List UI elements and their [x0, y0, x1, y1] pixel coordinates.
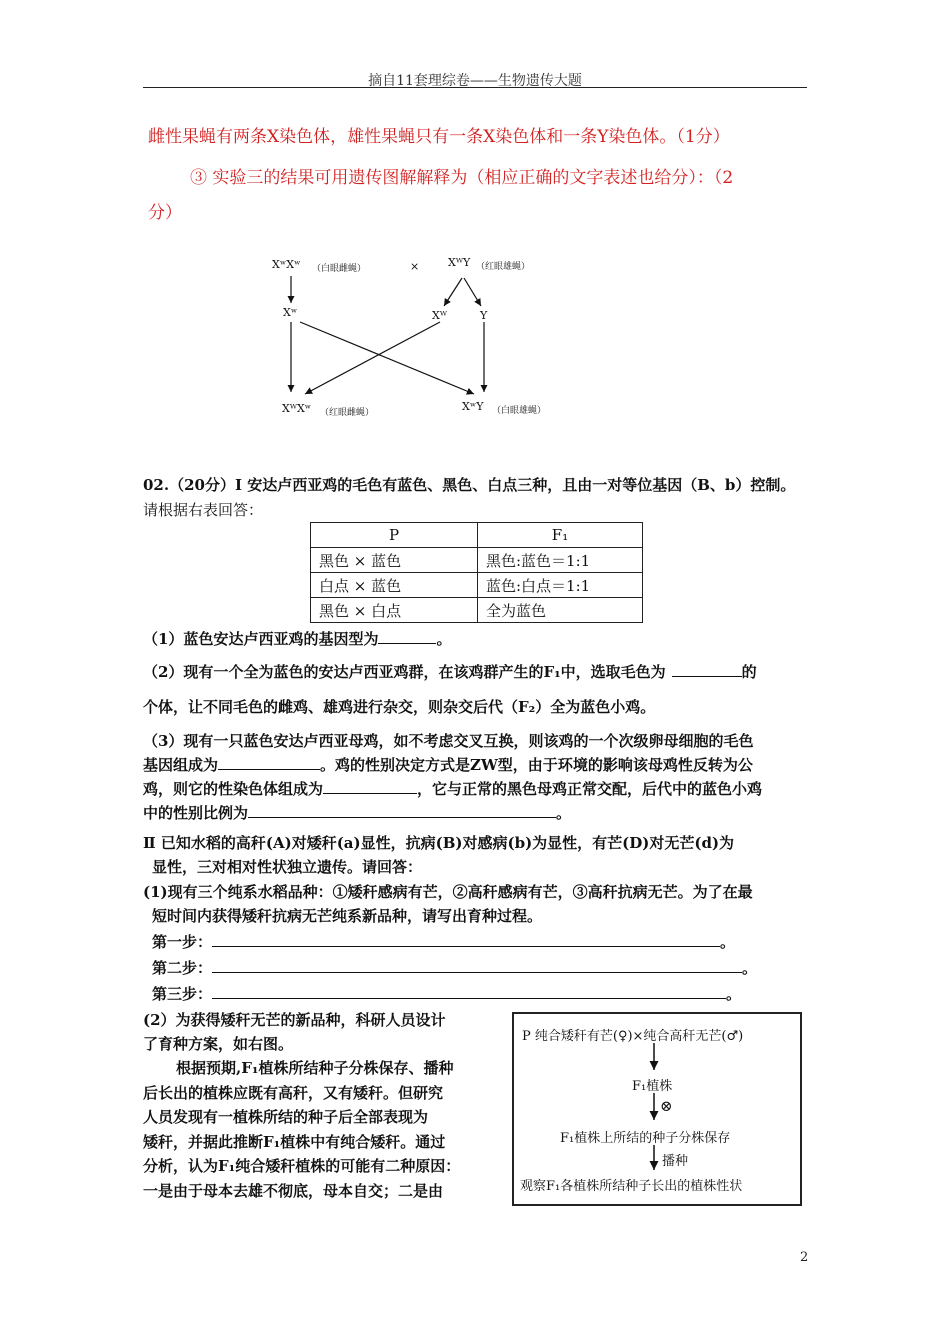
table-header-cell: F₁ — [478, 523, 643, 548]
flow-f1-label: F₁植株 — [632, 1079, 673, 1094]
step-3-label: 第三步： — [152, 985, 213, 1003]
q1-line — [143, 629, 451, 649]
q3-text-d: 中的性别比例为 — [143, 804, 249, 822]
flow-p-line: P 纯合矮秆有芒(♀)×纯合高秆无芒(♂) — [522, 1029, 744, 1044]
q3-text-c: 鸡，则它的性染色体组成为 — [143, 780, 324, 798]
part2-q2-line-8: 一是由于母本去雄不彻底，母本自交；二是由 — [143, 1182, 444, 1200]
step-2-line — [152, 958, 757, 978]
table-row — [311, 548, 643, 573]
table-cell: 蓝色:白点＝1:1 — [478, 573, 643, 598]
q2-answer-blank[interactable] — [672, 662, 742, 677]
genotype-table — [310, 522, 643, 623]
part2-q1-line-1: (1)现有三个纯系水稻品种：①矮秆感病有芒，②高秆感病有芒，③高秆抗病无芒。为了在最 — [143, 883, 753, 901]
part2-intro-line-1: Ⅱ 已知水稻的高秆(A)对矮秆(a)显性，抗病(B)对感病(b)为显性，有芒(D)对无芒(d)为 — [143, 834, 735, 852]
q3-text-b: 基因组成为 — [143, 756, 219, 774]
q3-line-d — [143, 803, 571, 823]
page-header-title: 摘自11套理综卷——生物遗传大题 — [368, 73, 582, 89]
step-3-line — [152, 984, 741, 1004]
cross-diagram-arrows — [0, 0, 950, 440]
flow-sow-label: 播种 — [662, 1154, 689, 1169]
gamete-female: Xʷ — [283, 306, 298, 319]
answer-line-2: ③ 实验三的结果可用遗传图解解释为（相应正确的文字表述也给分）：（2 — [190, 168, 734, 188]
table-cell: 白点 × 蓝色 — [311, 573, 478, 598]
q1-text: （1）蓝色安达卢西亚鸡的基因型为 — [143, 630, 379, 648]
arrow-male-x-gamete — [444, 278, 462, 306]
q3-chromosome-blank[interactable] — [323, 779, 417, 794]
table-cell: 黑色 × 白点 — [311, 598, 478, 623]
q3-text-b-post: 。鸡的性别决定方式是ZW型，由于环境的影响该母鸡性反转为公 — [320, 756, 753, 774]
q3-line-c — [143, 779, 762, 799]
step-1-line — [152, 932, 735, 952]
answer-line-1: 雌性果蝇有两条X染色体，雄性果蝇只有一条X染色体和一条Y染色体。（1分） — [148, 127, 730, 147]
part2-q2-line-7: 分析，认为F₁纯合矮秆植株的可能有二种原因： — [143, 1157, 461, 1175]
part2-q2-line-4: 后长出的植株应既有高秆，又有矮秆。但研究 — [143, 1084, 444, 1102]
part2-q2-line-1: (2）为获得矮秆无芒的新品种，科研人员设计 — [143, 1011, 446, 1029]
f1-female-label: （红眼雌蝇） — [320, 408, 375, 418]
gamete-male-y: Y — [480, 309, 488, 322]
step-1-blank[interactable] — [212, 932, 720, 947]
q3-end: 。 — [556, 804, 572, 822]
page-number: 2 — [800, 1250, 809, 1265]
table-header-row — [311, 523, 643, 548]
step-3-end: 。 — [726, 985, 742, 1003]
q1-end: 。 — [436, 630, 452, 648]
q3-line-a: （3）现有一只蓝色安达卢西亚母鸡，如不考虑交叉互换，则该鸡的一个次级卵母细胞的毛色 — [143, 732, 754, 750]
step-1-end: 。 — [720, 933, 736, 951]
q3-line-b — [143, 755, 753, 775]
q2-line-a — [143, 662, 757, 682]
p-male-label: （红眼雄蝇） — [476, 262, 531, 272]
gamete-male-x: Xᵂ — [432, 309, 447, 322]
flow-selfing-symbol: ⊗ — [660, 1097, 673, 1115]
q02-intro-line-2: 请根据右表回答： — [143, 501, 264, 519]
q02-intro-line-1: 02.（20分）Ⅰ 安达卢西亚鸡的毛色有蓝色、黑色、白点三种，且由一对等位基因（B、b）控制。 — [143, 476, 796, 494]
flow-save-label: F₁植株上所结的种子分株保存 — [560, 1131, 731, 1146]
f1-male-label: （白眼雄蝇） — [492, 406, 547, 416]
q2-text-a: （2）现有一个全为蓝色的安达卢西亚鸡群，在该鸡群产生的F₁中，选取毛色为 — [143, 663, 666, 681]
q2-end: 的 — [741, 663, 757, 681]
part2-q2-line-6: 矮秆，并据此推断F₁植株中有纯合矮秆。通过 — [143, 1133, 446, 1151]
part2-q2-line-3: 根据预期,F₁植株所结种子分株保存、播种 — [176, 1059, 454, 1077]
table-row — [311, 598, 643, 623]
q3-gene-blank[interactable] — [218, 755, 320, 770]
arrow-male-y-gamete — [464, 278, 481, 306]
step-3-blank[interactable] — [212, 984, 726, 999]
table-header-cell: P — [311, 523, 478, 548]
q1-answer-blank[interactable] — [378, 629, 436, 644]
flow-observe-label: 观察F₁各植株所结种子长出的植株性状 — [520, 1179, 743, 1194]
p-female-genotype: XʷXʷ — [272, 258, 301, 271]
step-2-label: 第二步： — [152, 959, 213, 977]
part2-q2-line-2: 了育种方案，如右图。 — [143, 1035, 294, 1053]
part2-q2-line-5: 人员发现有一植株所结的种子后全部表现为 — [143, 1108, 429, 1126]
step-1-label: 第一步： — [152, 933, 213, 951]
f1-female-genotype: XᵂXʷ — [282, 402, 312, 415]
step-2-end: 。 — [742, 959, 758, 977]
table-cell: 黑色 × 蓝色 — [311, 548, 478, 573]
f1-male-genotype: XʷY — [462, 400, 484, 413]
q3-ratio-blank[interactable] — [248, 803, 556, 818]
q2-line-b: 个体，让不同毛色的雌鸡、雄鸡进行杂交，则杂交后代（F₂）全为蓝色小鸡。 — [143, 698, 656, 716]
answer-line-3: 分） — [148, 203, 182, 223]
q3-text-c-post: ，它与正常的黑色母鸡正常交配，后代中的蓝色小鸡 — [417, 780, 763, 798]
table-cell: 黑色:蓝色＝1:1 — [478, 548, 643, 573]
table-cell: 全为蓝色 — [478, 598, 643, 623]
step-2-blank[interactable] — [212, 958, 742, 973]
table-row — [311, 573, 643, 598]
part2-intro-line-2: 显性，三对相对性状独立遗传。请回答： — [152, 858, 423, 876]
part2-q1-line-2: 短时间内获得矮秆抗病无芒纯系新品种，请写出育种过程。 — [152, 907, 543, 925]
p-female-label: （白眼雌蝇） — [312, 264, 367, 274]
p-male-genotype: XᵂY — [448, 256, 471, 269]
cross-symbol: × — [410, 260, 420, 273]
